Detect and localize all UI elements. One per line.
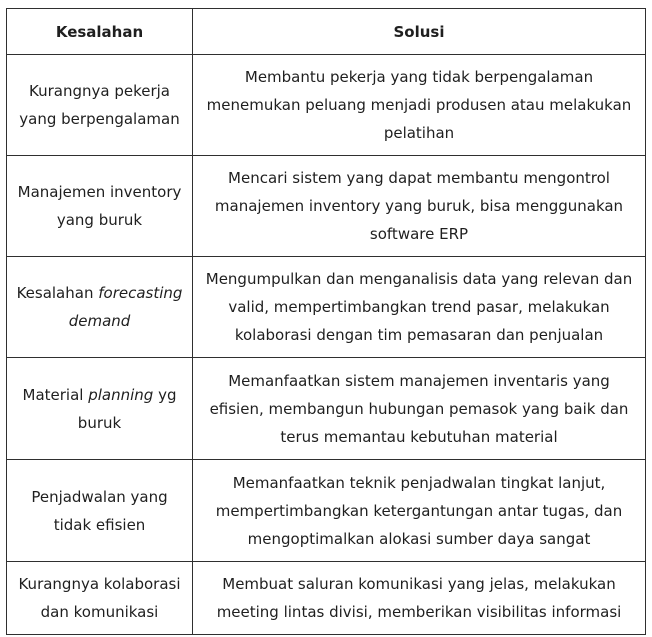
problem-text: yg buruk (77, 385, 177, 432)
problem-text: Kurangnya kolaborasi dan komunikasi (18, 575, 181, 621)
solution-cell: Membuat saluran komunikasi yang jelas, melakukan meeting lintas divisi, memberikan visibilitas informasi (193, 562, 646, 635)
table-row (7, 460, 646, 562)
problem-text-italic: planning (88, 385, 154, 404)
problem-text-italic: forecasting demand (68, 284, 183, 330)
problem-cell (7, 257, 193, 358)
table-row (7, 358, 646, 460)
problem-text: Manajemen inventory yang buruk (17, 183, 182, 229)
table-row (7, 562, 646, 635)
problem-text: Penjadwalan yang tidak efisien (31, 487, 168, 534)
errors-solutions-table (6, 8, 646, 635)
table-row (7, 55, 646, 156)
problem-text: Kurangnya pekerja yang berpengalaman (19, 82, 180, 128)
solution-cell: Memanfaatkan teknik penjadwalan tingkat lanjut, mempertimbangkan ketergantungan antar tugas, dan mengoptimalkan alokasi sumber daya sangat (193, 460, 646, 562)
solution-cell: Membantu pekerja yang tidak berpengalaman menemukan peluang menjadi produsen atau melakukan pelatihan (193, 55, 646, 156)
header-kesalahan: Kesalahan (7, 9, 193, 55)
problem-cell (7, 55, 193, 156)
problem-cell (7, 156, 193, 257)
table-header-row (7, 9, 646, 55)
table-row (7, 156, 646, 257)
header-solusi: Solusi (193, 9, 646, 55)
table-row (7, 257, 646, 358)
problem-text: Kesalahan (16, 284, 99, 302)
problem-cell (7, 562, 193, 635)
problem-text: Material (22, 385, 89, 404)
solution-cell: Memanfaatkan sistem manajemen inventaris yang efisien, membangun hubungan pemasok yang baik dan terus memantau kebutuhan material (193, 358, 646, 460)
problem-cell (7, 460, 193, 562)
solution-cell: Mengumpulkan dan menganalisis data yang relevan dan valid, mempertimbangkan trend pasar, melakukan kolaborasi dengan tim pemasaran dan penjualan (193, 257, 646, 358)
solution-cell: Mencari sistem yang dapat membantu mengontrol manajemen inventory yang buruk, bisa menggunakan software ERP (193, 156, 646, 257)
problem-cell (7, 358, 193, 460)
